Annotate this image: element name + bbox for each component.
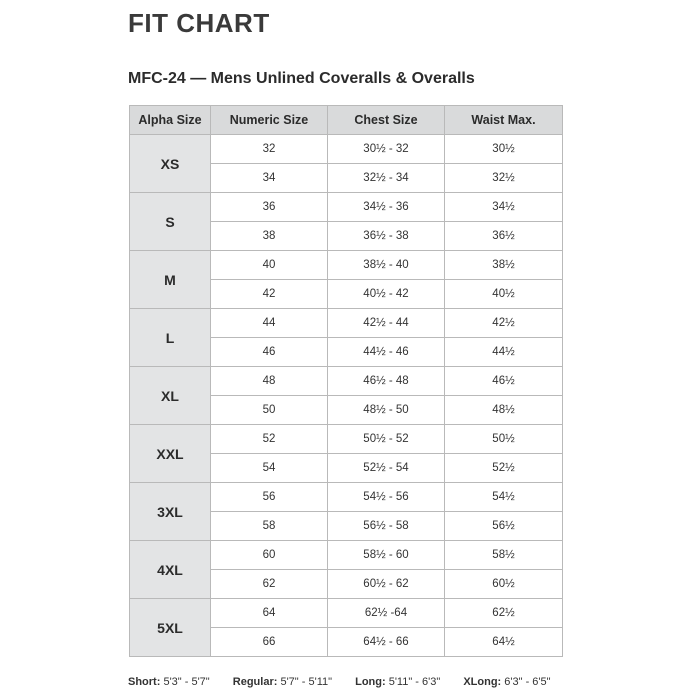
length-value: 5'7" - 5'11" xyxy=(280,676,333,688)
numeric-size-cell: 64 xyxy=(211,599,328,628)
waist-max-cell: 58½ xyxy=(445,541,563,570)
chest-size-cell: 38½ - 40 xyxy=(328,251,445,280)
numeric-size-cell: 62 xyxy=(211,570,328,599)
length-regular xyxy=(233,674,332,690)
alpha-size-cell: XS xyxy=(130,135,211,193)
waist-max-cell: 54½ xyxy=(445,483,563,512)
chest-size-cell: 54½ - 56 xyxy=(328,483,445,512)
alpha-size-cell: 5XL xyxy=(130,599,211,657)
numeric-size-cell: 60 xyxy=(211,541,328,570)
page-title: FIT CHART xyxy=(128,8,270,38)
waist-max-cell: 30½ xyxy=(445,135,563,164)
length-value: 5'3" - 5'7" xyxy=(163,676,210,688)
table-row xyxy=(130,541,563,570)
table-row xyxy=(130,135,563,164)
waist-max-cell: 46½ xyxy=(445,367,563,396)
numeric-size-cell: 32 xyxy=(211,135,328,164)
chest-size-cell: 60½ - 62 xyxy=(328,570,445,599)
chest-size-cell: 52½ - 54 xyxy=(328,454,445,483)
waist-max-cell: 48½ xyxy=(445,396,563,425)
chest-size-cell: 44½ - 46 xyxy=(328,338,445,367)
chest-size-cell: 58½ - 60 xyxy=(328,541,445,570)
length-xlong xyxy=(463,674,550,690)
header-chest-size: Chest Size xyxy=(328,106,445,135)
numeric-size-cell: 50 xyxy=(211,396,328,425)
numeric-size-cell: 66 xyxy=(211,628,328,657)
chest-size-cell: 40½ - 42 xyxy=(328,280,445,309)
table-row xyxy=(130,483,563,512)
numeric-size-cell: 42 xyxy=(211,280,328,309)
numeric-size-cell: 38 xyxy=(211,222,328,251)
length-long xyxy=(355,674,440,690)
table-row xyxy=(130,367,563,396)
waist-max-cell: 62½ xyxy=(445,599,563,628)
numeric-size-cell: 44 xyxy=(211,309,328,338)
table-row xyxy=(130,599,563,628)
alpha-size-cell: 3XL xyxy=(130,483,211,541)
chest-size-cell: 46½ - 48 xyxy=(328,367,445,396)
length-label: Long: xyxy=(355,676,386,688)
waist-max-cell: 38½ xyxy=(445,251,563,280)
numeric-size-cell: 40 xyxy=(211,251,328,280)
length-label: Regular: xyxy=(232,676,278,688)
length-label: Short: xyxy=(128,676,161,688)
alpha-size-cell: L xyxy=(130,309,211,367)
chart-subtitle: MFC-24 — Mens Unlined Coveralls & Overalls xyxy=(128,70,475,87)
chest-size-cell: 56½ - 58 xyxy=(328,512,445,541)
length-value: 5'11" - 6'3" xyxy=(388,676,441,688)
chest-size-cell: 64½ - 66 xyxy=(328,628,445,657)
alpha-size-cell: XL xyxy=(130,367,211,425)
numeric-size-cell: 58 xyxy=(211,512,328,541)
chest-size-cell: 36½ - 38 xyxy=(328,222,445,251)
alpha-size-cell: 4XL xyxy=(130,541,211,599)
waist-max-cell: 64½ xyxy=(445,628,563,657)
waist-max-cell: 50½ xyxy=(445,425,563,454)
table-row xyxy=(130,251,563,280)
table-header-row xyxy=(130,106,563,135)
length-value: 6'3" - 6'5" xyxy=(504,676,551,688)
numeric-size-cell: 52 xyxy=(211,425,328,454)
waist-max-cell: 42½ xyxy=(445,309,563,338)
fit-table xyxy=(129,105,563,657)
alpha-size-cell: M xyxy=(130,251,211,309)
length-short xyxy=(128,674,210,690)
numeric-size-cell: 36 xyxy=(211,193,328,222)
waist-max-cell: 60½ xyxy=(445,570,563,599)
length-label: XLong: xyxy=(463,676,502,688)
header-numeric-size: Numeric Size xyxy=(211,106,328,135)
waist-max-cell: 36½ xyxy=(445,222,563,251)
numeric-size-cell: 54 xyxy=(211,454,328,483)
numeric-size-cell: 56 xyxy=(211,483,328,512)
numeric-size-cell: 34 xyxy=(211,164,328,193)
alpha-size-cell: XXL xyxy=(130,425,211,483)
header-waist-max: Waist Max. xyxy=(445,106,563,135)
chest-size-cell: 32½ - 34 xyxy=(328,164,445,193)
waist-max-cell: 34½ xyxy=(445,193,563,222)
waist-max-cell: 56½ xyxy=(445,512,563,541)
chest-size-cell: 62½ -64 xyxy=(328,599,445,628)
chest-size-cell: 48½ - 50 xyxy=(328,396,445,425)
chest-size-cell: 42½ - 44 xyxy=(328,309,445,338)
chest-size-cell: 30½ - 32 xyxy=(328,135,445,164)
alpha-size-cell: S xyxy=(130,193,211,251)
header-alpha-size: Alpha Size xyxy=(130,106,211,135)
chest-size-cell: 50½ - 52 xyxy=(328,425,445,454)
numeric-size-cell: 48 xyxy=(211,367,328,396)
waist-max-cell: 32½ xyxy=(445,164,563,193)
table-row xyxy=(130,193,563,222)
length-legend xyxy=(128,674,551,690)
chest-size-cell: 34½ - 36 xyxy=(328,193,445,222)
waist-max-cell: 44½ xyxy=(445,338,563,367)
waist-max-cell: 40½ xyxy=(445,280,563,309)
table-row xyxy=(130,425,563,454)
table-row xyxy=(130,309,563,338)
numeric-size-cell: 46 xyxy=(211,338,328,367)
waist-max-cell: 52½ xyxy=(445,454,563,483)
